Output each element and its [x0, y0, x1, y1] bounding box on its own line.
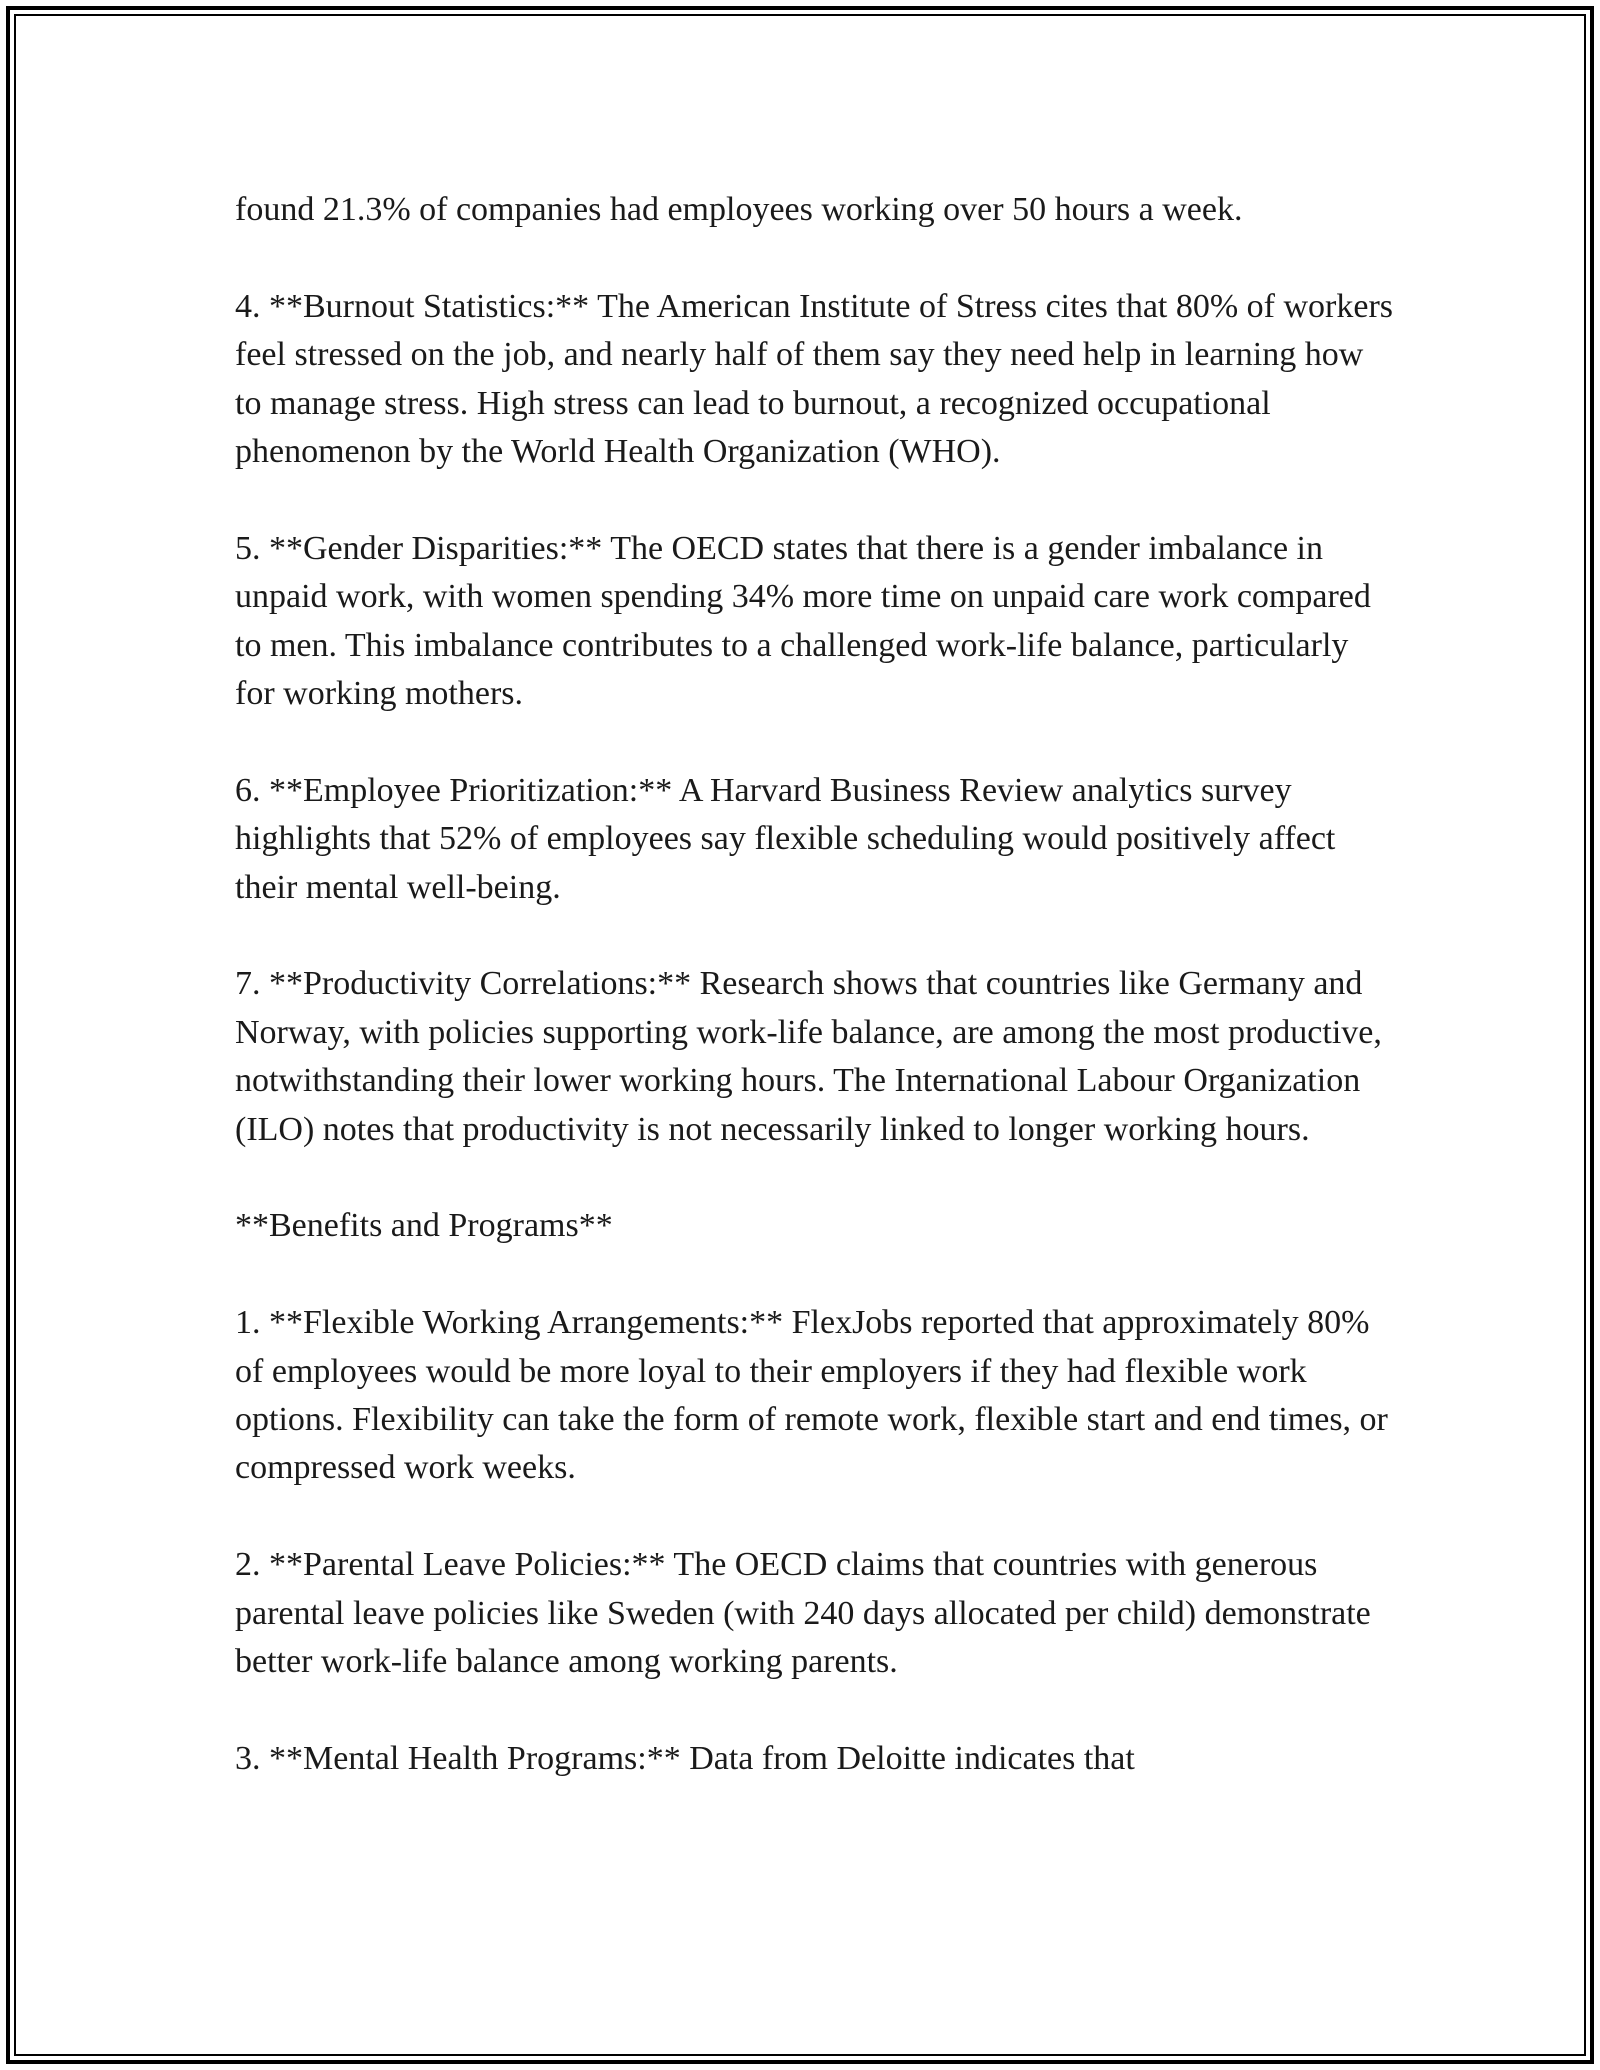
- paragraph-continuation: found 21.3% of companies had employees working over 50 hours a week.: [235, 191, 1243, 228]
- paragraph-flexible-working: 1. **Flexible Working Arrangements:** FlexJobs reported that approximately 80% of employees would be more loyal to their employers if they had flexible work options. Flexibility can take the form of remote work, flexible start and end times, or compressed work weeks.: [235, 1304, 1388, 1487]
- section-heading-benefits-programs: **Benefits and Programs**: [235, 1207, 613, 1245]
- paragraph-productivity-correlations: 7. **Productivity Correlations:** Research shows that countries like Germany and Norway, with policies supporting work-life balance, are among the most productive, notwithstanding their lower working hours. The International Labour Organization (ILO) notes that productivity is not necessarily linked to longer working hours.: [235, 965, 1382, 1148]
- paragraph-parental-leave: 2. **Parental Leave Policies:** The OECD claims that countries with generous parental leave policies like Sweden (with 240 days allocated per child) demonstrate better work-life balance among working parents.: [235, 1546, 1371, 1681]
- paragraph-burnout-statistics: 4. **Burnout Statistics:** The American Institute of Stress cites that 80% of workers feel stressed on the job, and nearly half of them say they need help in learning how to manage stress. High stress can lead to burnout, a recognized occupational phenomenon by the World Health Organization (WHO).: [235, 287, 1394, 471]
- paragraph-employee-prioritization: 6. **Employee Prioritization:** A Harvard Business Review analytics survey highlights that 52% of employees say flexible scheduling would positively affect their mental well-being.: [235, 771, 1336, 906]
- document-body: [235, 186, 1395, 1783]
- paragraph-gender-disparities: 5. **Gender Disparities:** The OECD states that there is a gender imbalance in unpaid work, with women spending 34% more time on unpaid care work compared to men. This imbalance contributes to a challenged work-life balance, particularly for working mothers.: [235, 529, 1371, 713]
- paragraph-mental-health: 3. **Mental Health Programs:** Data from Deloitte indicates that: [235, 1739, 1135, 1777]
